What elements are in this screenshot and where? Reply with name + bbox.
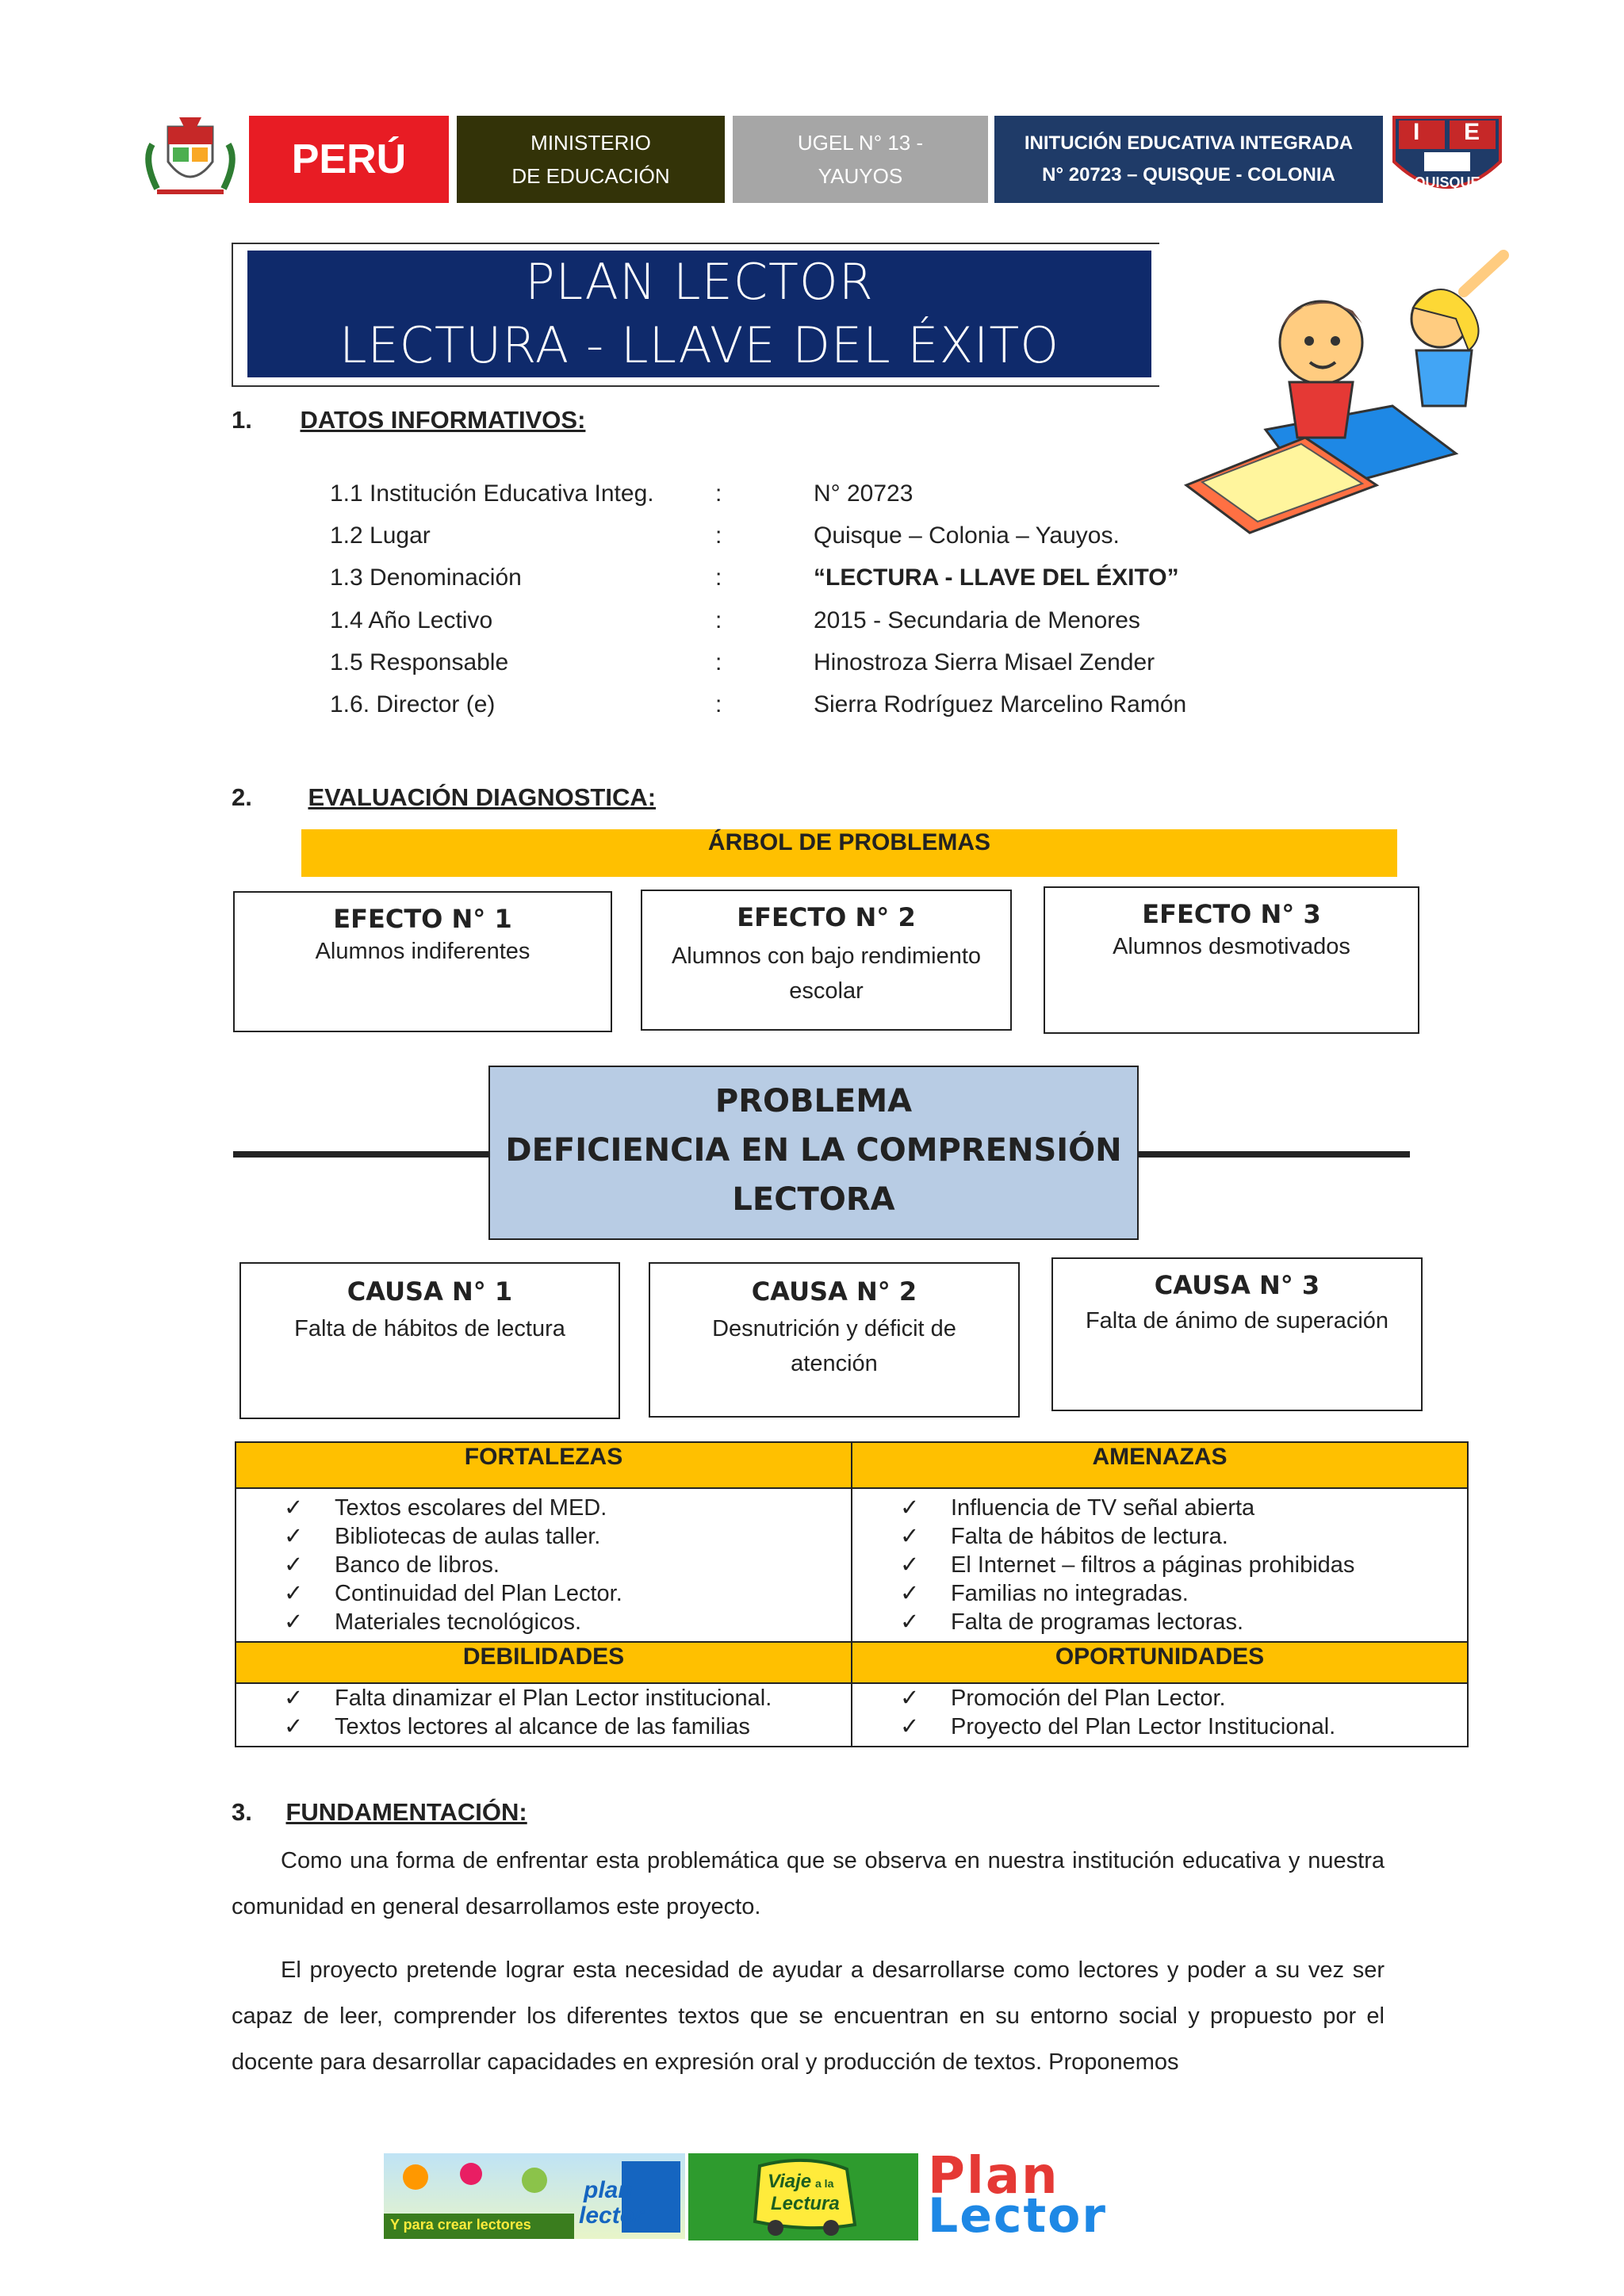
problem-label: PROBLEMA [714, 1083, 913, 1119]
info-sep: : [715, 607, 722, 633]
banner2-lectura: Lectura [771, 2193, 840, 2214]
title-line-2: LECTURA - LLAVE DEL ÉXITO [339, 316, 1060, 374]
foda-header-debilidades: DEBILIDADES [236, 1642, 852, 1683]
problem-box [488, 1066, 1139, 1240]
problem-text-2: LECTORA [732, 1181, 895, 1218]
check-icon: ✓ [284, 1609, 304, 1635]
effect-title: EFECTO N° 1 [333, 904, 512, 934]
info-sep: : [715, 564, 722, 591]
list-item-text: Familias no integradas. [951, 1581, 1189, 1606]
foda-cell-oportunidades [852, 1683, 1468, 1747]
peru-coat-of-arms [141, 113, 239, 201]
list-item-text: Materiales tecnológicos. [335, 1609, 582, 1635]
institution-line-2: N° 20723 – QUISQUE - COLONIA [1042, 164, 1335, 186]
banner-viaje-lectura [688, 2153, 918, 2241]
section-3-title: FUNDAMENTACIÓN: [285, 1798, 527, 1826]
problem-tree-title: ÁRBOL DE PROBLEMAS [301, 829, 1397, 877]
info-label: 1.6. Director (e) [330, 691, 496, 718]
info-label: 1.2 Lugar [330, 522, 431, 549]
list-item-text: Promoción del Plan Lector. [951, 1686, 1226, 1711]
cause-box [239, 1262, 620, 1419]
cause-text: Falta de hábitos de lectura [294, 1316, 565, 1341]
cause-box [649, 1262, 1020, 1418]
list-item-text: Continuidad del Plan Lector. [335, 1581, 622, 1606]
banner2-viaje: Viaje [768, 2171, 812, 2192]
info-sep: : [715, 480, 722, 507]
logo-letter-e: E [1464, 119, 1480, 145]
check-icon: ✓ [900, 1686, 920, 1711]
check-icon: ✓ [284, 1495, 304, 1521]
check-icon: ✓ [900, 1495, 920, 1521]
effect-box [641, 890, 1012, 1031]
institution-line-1: INITUCIÓN EDUCATIVA INTEGRADA [1024, 132, 1354, 154]
problem-trunk-left [233, 1151, 490, 1158]
info-sep: : [715, 649, 722, 675]
list-item-text: Proyecto del Plan Lector Institucional. [951, 1714, 1336, 1739]
school-logo [1388, 111, 1507, 206]
check-icon: ✓ [900, 1714, 920, 1739]
check-icon: ✓ [284, 1581, 304, 1606]
list-item [900, 1579, 1467, 1608]
section-2-heading [232, 783, 656, 812]
info-value: Quisque – Colonia – Yauyos. [814, 522, 1120, 549]
list-item-text: El Internet – filtros a páginas prohibidas [951, 1552, 1355, 1578]
info-label: 1.5 Responsable [330, 649, 509, 675]
section-2-number: 2. [232, 783, 252, 811]
check-icon: ✓ [900, 1552, 920, 1578]
check-icon: ✓ [284, 1714, 304, 1739]
cause-title: CAUSA N° 1 [347, 1276, 513, 1307]
section-1-number: 1. [232, 406, 252, 434]
effect-box [1044, 886, 1419, 1034]
problem-text-1: DEFICIENCIA EN LA COMPRENSIÓN [505, 1132, 1122, 1169]
effect-text: Alumnos con bajo rendimiento escolar [671, 943, 982, 1004]
banner1-plan: plan [584, 2177, 633, 2203]
list-item-text: Textos escolares del MED. [335, 1495, 607, 1521]
banner3-lector: Lector [928, 2188, 1107, 2244]
problem-trunk-right [1136, 1151, 1410, 1158]
ugel-line-2: YAUYOS [818, 164, 903, 188]
title-line-1: PLAN LECTOR [525, 253, 874, 311]
list-item-text: Textos lectores al alcance de las familias [335, 1714, 750, 1739]
check-icon: ✓ [900, 1524, 920, 1549]
foda-header-oportunidades: OPORTUNIDADES [852, 1642, 1468, 1683]
banner1-text: Y para crear lectores [390, 2217, 531, 2233]
banner1-lector: lector [579, 2202, 644, 2229]
list-item [284, 1712, 851, 1741]
country-label: PERÚ [291, 136, 407, 182]
banner-plan-lector [925, 2147, 1239, 2244]
paragraph-1: Como una forma de enfrentar esta problemática que se observa en nuestra institución educativa y nuestra comunidad en general desarrollamos este proyecto. [232, 1848, 1385, 1919]
info-label: 1.3 Denominación [330, 564, 522, 591]
banner-crear-lectores [384, 2153, 685, 2239]
ugel-line-1: UGEL N° 13 - [797, 131, 924, 155]
list-item [900, 1522, 1467, 1551]
info-value: Sierra Rodríguez Marcelino Ramón [814, 691, 1187, 718]
list-item [900, 1712, 1467, 1741]
header-ministry [457, 116, 725, 203]
info-value: Hinostroza Sierra Misael Zender [814, 649, 1155, 675]
cause-title: CAUSA N° 2 [751, 1276, 917, 1307]
ministry-line-1: MINISTERIO [530, 131, 651, 155]
info-value: N° 20723 [814, 480, 914, 507]
check-icon: ✓ [284, 1686, 304, 1711]
cause-text: Falta de ánimo de superación [1085, 1308, 1389, 1334]
logo-text-quisque: QUISQUE [1414, 174, 1480, 190]
info-value: “LECTURA - LLAVE DEL ÉXITO” [814, 564, 1179, 591]
section-1-heading [232, 406, 585, 434]
section-3-number: 3. [232, 1798, 252, 1826]
foda-cell-fortalezas [236, 1488, 852, 1642]
list-item [284, 1494, 851, 1522]
ministry-line-2: DE EDUCACIÓN [511, 164, 670, 188]
list-item [900, 1494, 1467, 1522]
header-institution [994, 116, 1383, 203]
foda-header-fortalezas: FORTALEZAS [236, 1442, 852, 1488]
list-item-text: Falta de programas lectoras. [951, 1609, 1244, 1635]
info-sep: : [715, 522, 722, 549]
info-sep: : [715, 691, 722, 718]
paragraph-2: El proyecto pretende lograr esta necesidad de ayudar a desarrollarse como lectores y poder a su vez ser capaz de leer, comprender los diferentes textos que se encuentran en su entorno social y propuesto por el docente para desarrollar capacidades en expresión oral y producción de textos. Proponemos [232, 1957, 1385, 2075]
info-label: 1.1 Institución Educativa Integ. [330, 480, 654, 507]
foda-cell-debilidades [236, 1683, 852, 1747]
list-item-text: Bibliotecas de aulas taller. [335, 1524, 601, 1549]
effect-text: Alumnos indiferentes [315, 939, 530, 964]
header-country [249, 116, 449, 203]
logo-letter-i: I [1413, 119, 1420, 145]
effect-text: Alumnos desmotivados [1113, 934, 1350, 959]
check-icon: ✓ [284, 1552, 304, 1578]
page-title [247, 251, 1151, 377]
children-reading-illustration [1155, 247, 1519, 549]
info-value: 2015 - Secundaria de Menores [814, 607, 1140, 633]
list-item [284, 1551, 851, 1579]
foda-table [235, 1441, 1469, 1747]
effect-title: EFECTO N° 3 [1142, 899, 1321, 929]
list-item [284, 1608, 851, 1636]
list-item-text: Banco de libros. [335, 1552, 500, 1578]
cause-box [1051, 1257, 1423, 1411]
list-item [900, 1684, 1467, 1712]
cause-title: CAUSA N° 3 [1154, 1270, 1320, 1300]
banner3-plan: Plan [928, 2147, 1059, 2206]
list-item [284, 1522, 851, 1551]
foda-header-amenazas: AMENAZAS [852, 1442, 1468, 1488]
list-item-text: Falta dinamizar el Plan Lector institucional. [335, 1686, 772, 1711]
check-icon: ✓ [900, 1609, 920, 1635]
section-2-title: EVALUACIÓN DIAGNOSTICA: [308, 783, 657, 811]
check-icon: ✓ [900, 1581, 920, 1606]
list-item [900, 1551, 1467, 1579]
list-item [900, 1608, 1467, 1636]
foda-cell-amenazas [852, 1488, 1468, 1642]
logo-text-yauyos: YAUYOS [1427, 190, 1467, 201]
list-item-text: Falta de hábitos de lectura. [951, 1524, 1228, 1549]
check-icon: ✓ [284, 1524, 304, 1549]
list-item [284, 1579, 851, 1608]
list-item [284, 1684, 851, 1712]
header-ugel [733, 116, 988, 203]
section-3-heading [232, 1798, 527, 1827]
info-label: 1.4 Año Lectivo [330, 607, 493, 633]
effect-box [233, 891, 612, 1032]
cause-text: Desnutrición y déficit de atención [712, 1316, 956, 1376]
list-item-text: Influencia de TV señal abierta [951, 1495, 1255, 1521]
banner2-ala: a la [815, 2177, 834, 2190]
section-1-title: DATOS INFORMATIVOS: [300, 406, 586, 434]
effect-title: EFECTO N° 2 [737, 902, 916, 932]
